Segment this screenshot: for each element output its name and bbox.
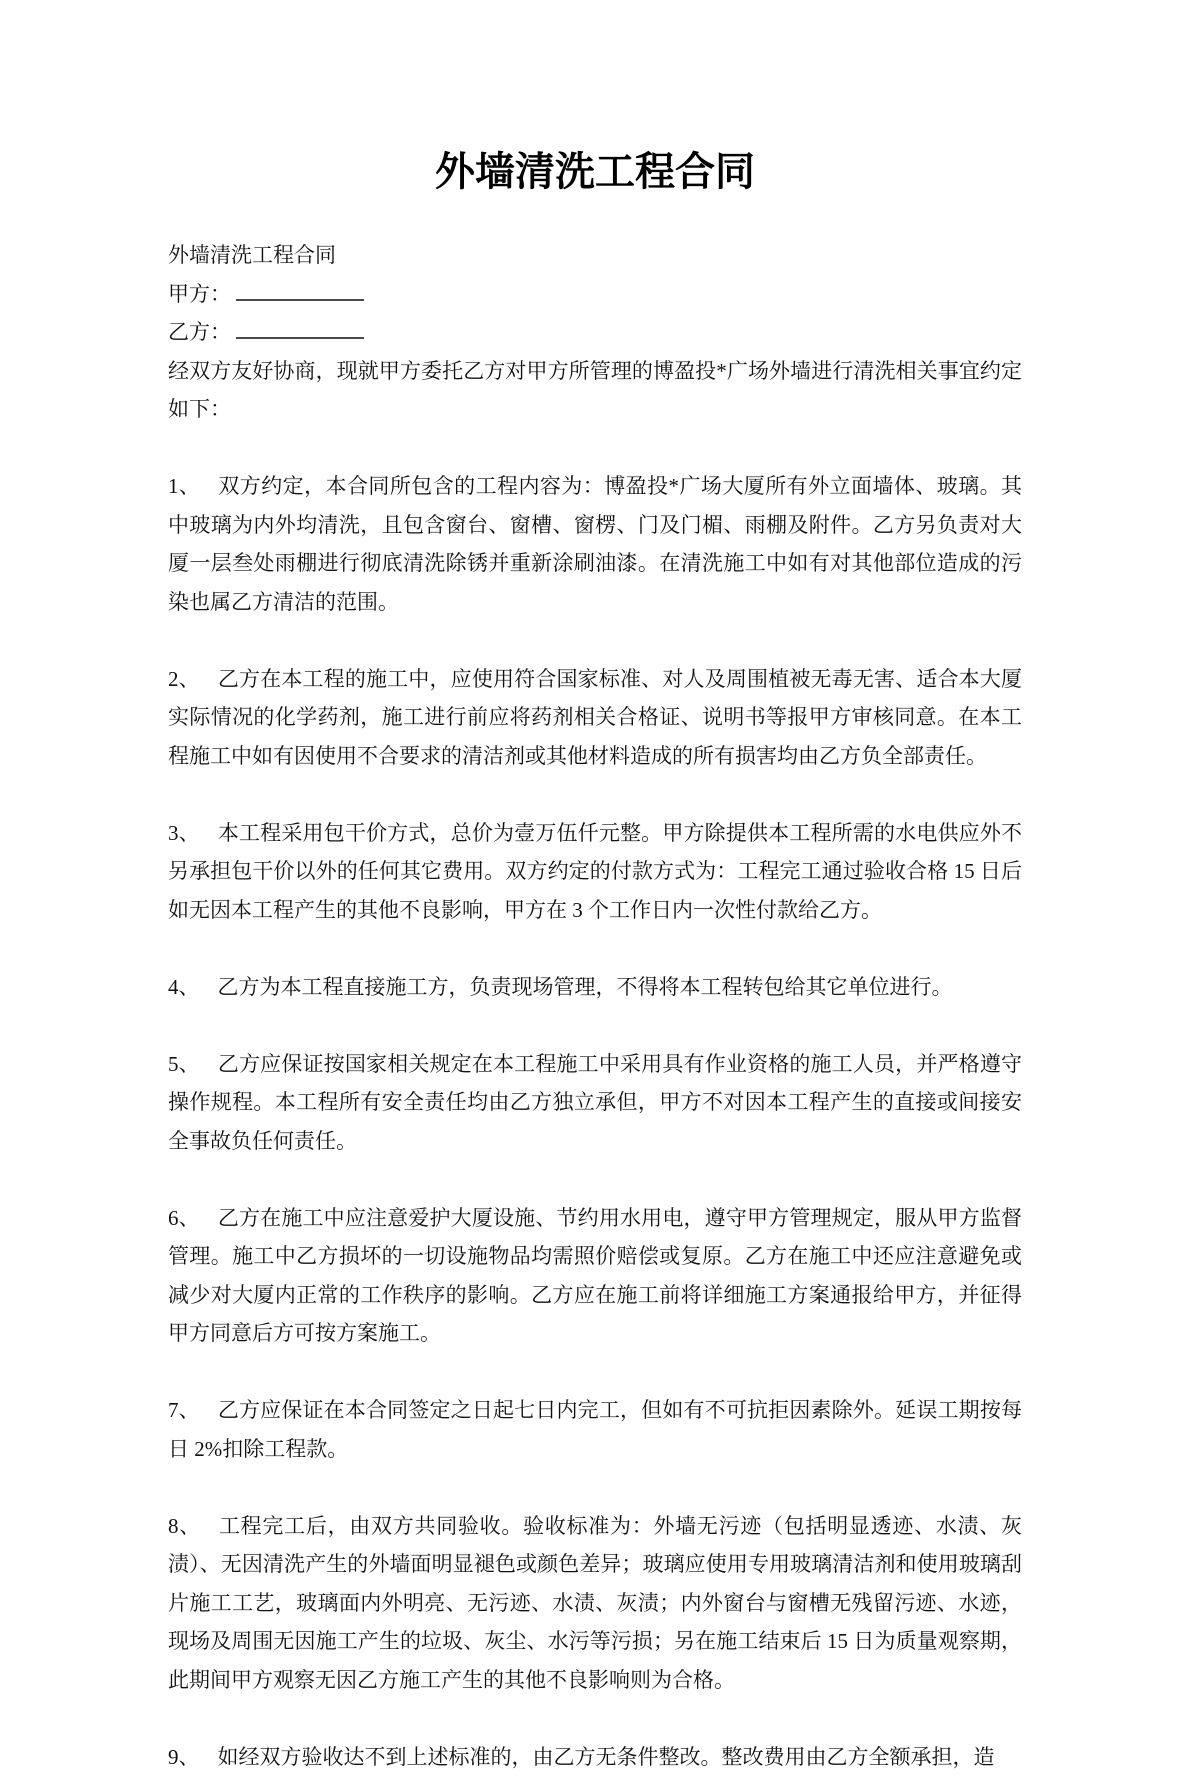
clause-paragraph [168, 660, 1022, 776]
party-b-label: 乙方： [168, 320, 231, 344]
intro-paragraph: 经双方友好协商，现就甲方委托乙方对甲方所管理的博盈投*广场外墙进行清洗相关事宜约定如下： [168, 352, 1022, 429]
clause-text: 如经双方验收达不到上述标准的，由乙方无条件整改。整改费用由乙方全额承担，造 [218, 1745, 995, 1769]
clause-number: 3、 [168, 821, 200, 845]
clause-number: 8、 [168, 1514, 201, 1538]
clause-paragraph [168, 1199, 1022, 1353]
clause-text: 双方约定，本合同所包含的工程内容为：博盈投*广场大厦所有外立面墙体、玻璃。其中玻璃为内外均清洗，且包含窗台、窗槽、窗楞、门及门楣、雨棚及附件。乙方另负责对大厦一层叁处雨棚进行彻底清洗除锈并重新涂刷油漆。在清洗施工中如有对其他部位造成的污染也属乙方清洁的范围。 [168, 474, 1022, 614]
contract-subtitle-line: 外墙清洗工程合同 [168, 236, 1022, 275]
clause-text: 乙方在本工程的施工中，应使用符合国家标准、对人及周围植被无毒无害、适合本大厦实际情况的化学药剂，施工进行前应将药剂相关合格证、说明书等报甲方审核同意。在本工程施工中如有因使用不合要求的清洁剂或其他材料造成的所有损害均由乙方负全部责任。 [168, 667, 1022, 768]
clause-number: 9、 [168, 1745, 200, 1769]
clause-text: 乙方应保证在本合同签定之日起七日内完工，但如有不可抗拒因素除外。延误工期按每日 2%扣除工程款。 [168, 1398, 1022, 1461]
party-a-label: 甲方： [168, 282, 231, 306]
clause-text: 本工程采用包干价方式，总价为壹万伍仟元整。甲方除提供本工程所需的水电供应外不另承担包干价以外的任何其它费用。双方约定的付款方式为：工程完工通过验收合格 15 日后如无因本工程产生的其他不良影响，甲方在 3 个工作日内一次性付款给乙方。 [168, 821, 1022, 922]
party-b-blank-line [236, 313, 364, 339]
clause-text: 乙方应保证按国家相关规定在本工程施工中采用具有作业资格的施工人员，并严格遵守操作规程。本工程所有安全责任均由乙方独立承但，甲方不对因本工程产生的直接或间接安全事故负任何责任。 [168, 1052, 1022, 1153]
party-a-blank-line [236, 275, 364, 301]
clause-paragraph [168, 1738, 1022, 1776]
party-b-row [168, 313, 1022, 352]
document-body [168, 236, 1022, 1776]
clause-text: 工程完工后，由双方共同验收。验收标准为：外墙无污迹（包括明显透迹、水渍、灰渍）、无因清洗产生的外墙面明显褪色或颜色差异；玻璃应使用专用玻璃清洁剂和使用玻璃刮片施工工艺，玻璃面内外明亮、无污迹、水渍、灰渍；内外窗台与窗槽无残留污迹、水迹，现场及周围无因施工产生的垃圾、灰尘、水污等污损；另在施工结束后 15 日为质量观察期，此期间甲方观察无因乙方施工产生的其他不良影响则为合格。 [168, 1514, 1022, 1692]
clause-text: 乙方为本工程直接施工方，负责现场管理，不得将本工程转包给其它单位进行。 [218, 975, 953, 999]
clause-number: 7、 [168, 1398, 200, 1422]
clause-paragraph [168, 467, 1022, 621]
clause-list [168, 467, 1022, 1776]
party-a-row [168, 275, 1022, 314]
clause-paragraph [168, 1507, 1022, 1700]
clause-number: 5、 [168, 1052, 200, 1076]
clause-paragraph [168, 1045, 1022, 1161]
clause-number: 1、 [168, 474, 200, 498]
clause-paragraph [168, 814, 1022, 930]
document-title: 外墙清洗工程合同 [168, 148, 1022, 196]
clause-number: 6、 [168, 1206, 200, 1230]
clause-paragraph [168, 1391, 1022, 1468]
clause-paragraph [168, 968, 1022, 1007]
clause-number: 2、 [168, 667, 200, 691]
clause-number: 4、 [168, 975, 200, 999]
clause-text: 乙方在施工中应注意爱护大厦设施、节约用水用电，遵守甲方管理规定，服从甲方监督管理。施工中乙方损坏的一切设施物品均需照价赔偿或复原。乙方在施工中还应注意避免或减少对大厦内正常的工作秩序的影响。乙方应在施工前将详细施工方案通报给甲方，并征得甲方同意后方可按方案施工。 [168, 1206, 1022, 1346]
